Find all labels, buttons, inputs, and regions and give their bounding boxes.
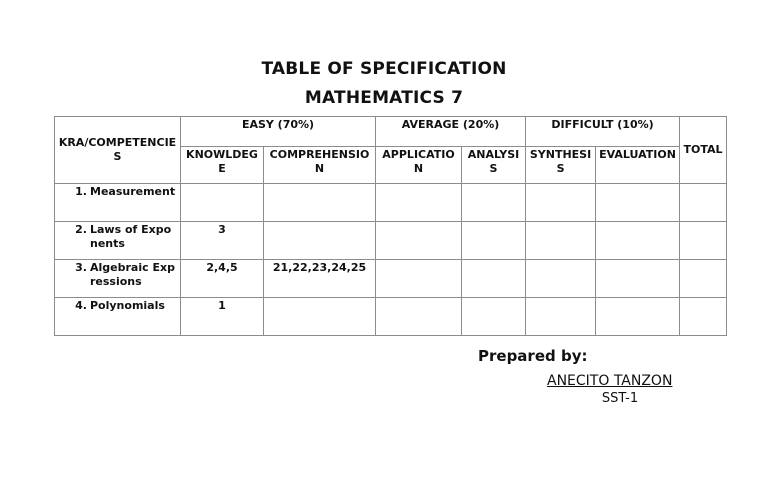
table-row — [55, 298, 727, 336]
evaluation-cell — [596, 260, 680, 298]
synthesis-cell — [526, 184, 596, 222]
evaluation-cell — [596, 222, 680, 260]
specification-table — [54, 116, 727, 336]
table-row — [55, 260, 727, 298]
preparer-position: SST-1 — [601, 391, 639, 406]
application-header: APPLICATION — [376, 147, 462, 184]
item-name: Measurement — [90, 185, 176, 198]
item-number: 3. — [75, 261, 87, 274]
knowledge-cell: 2,4,5 — [181, 260, 264, 298]
table-header-row — [55, 117, 727, 147]
comprehension-cell — [264, 222, 376, 260]
knowledge-header: KNOWLDEGE — [181, 147, 264, 184]
analysis-cell — [462, 184, 526, 222]
total-cell — [680, 222, 727, 260]
comprehension-cell — [264, 298, 376, 336]
easy-header: EASY (70%) — [181, 117, 376, 147]
table-row — [55, 184, 727, 222]
prepared-by-label: Prepared by: — [478, 347, 588, 365]
item-number: 4. — [75, 299, 87, 312]
knowledge-cell: 1 — [181, 298, 264, 336]
total-cell — [680, 260, 727, 298]
item-name: Algebraic Expressions — [90, 261, 175, 288]
comprehension-header: COMPREHENSION — [264, 147, 376, 184]
total-cell — [680, 184, 727, 222]
kra-cell — [55, 184, 181, 222]
application-cell — [376, 298, 462, 336]
application-cell — [376, 184, 462, 222]
application-cell — [376, 222, 462, 260]
comprehension-cell: 21,22,23,24,25 — [264, 260, 376, 298]
item-number: 1. — [75, 185, 87, 198]
application-cell — [376, 260, 462, 298]
knowledge-cell — [181, 184, 264, 222]
average-header: AVERAGE (20%) — [376, 117, 526, 147]
item-name: Polynomials — [90, 299, 165, 312]
difficult-header: DIFFICULT (10%) — [526, 117, 680, 147]
comprehension-cell — [264, 184, 376, 222]
item-name: Laws of Exponents — [90, 223, 172, 250]
table-row — [55, 222, 727, 260]
total-header: TOTAL — [680, 117, 727, 184]
analysis-cell — [462, 260, 526, 298]
document-title: TABLE OF SPECIFICATION — [261, 59, 507, 79]
kra-cell — [55, 222, 181, 260]
document-subtitle: MATHEMATICS 7 — [304, 88, 464, 108]
item-number: 2. — [75, 223, 87, 236]
preparer-name: ANECITO TANZON — [547, 373, 673, 389]
synthesis-cell — [526, 222, 596, 260]
evaluation-header: EVALUATION — [596, 147, 680, 184]
kra-cell — [55, 298, 181, 336]
synthesis-cell — [526, 260, 596, 298]
kra-cell — [55, 260, 181, 298]
analysis-cell — [462, 298, 526, 336]
synthesis-cell — [526, 298, 596, 336]
analysis-header: ANALYSIS — [462, 147, 526, 184]
knowledge-cell: 3 — [181, 222, 264, 260]
analysis-cell — [462, 222, 526, 260]
evaluation-cell — [596, 298, 680, 336]
kra-header: KRA/COMPETENCIES — [55, 117, 181, 184]
total-cell — [680, 298, 727, 336]
evaluation-cell — [596, 184, 680, 222]
synthesis-header: SYNTHESIS — [526, 147, 596, 184]
